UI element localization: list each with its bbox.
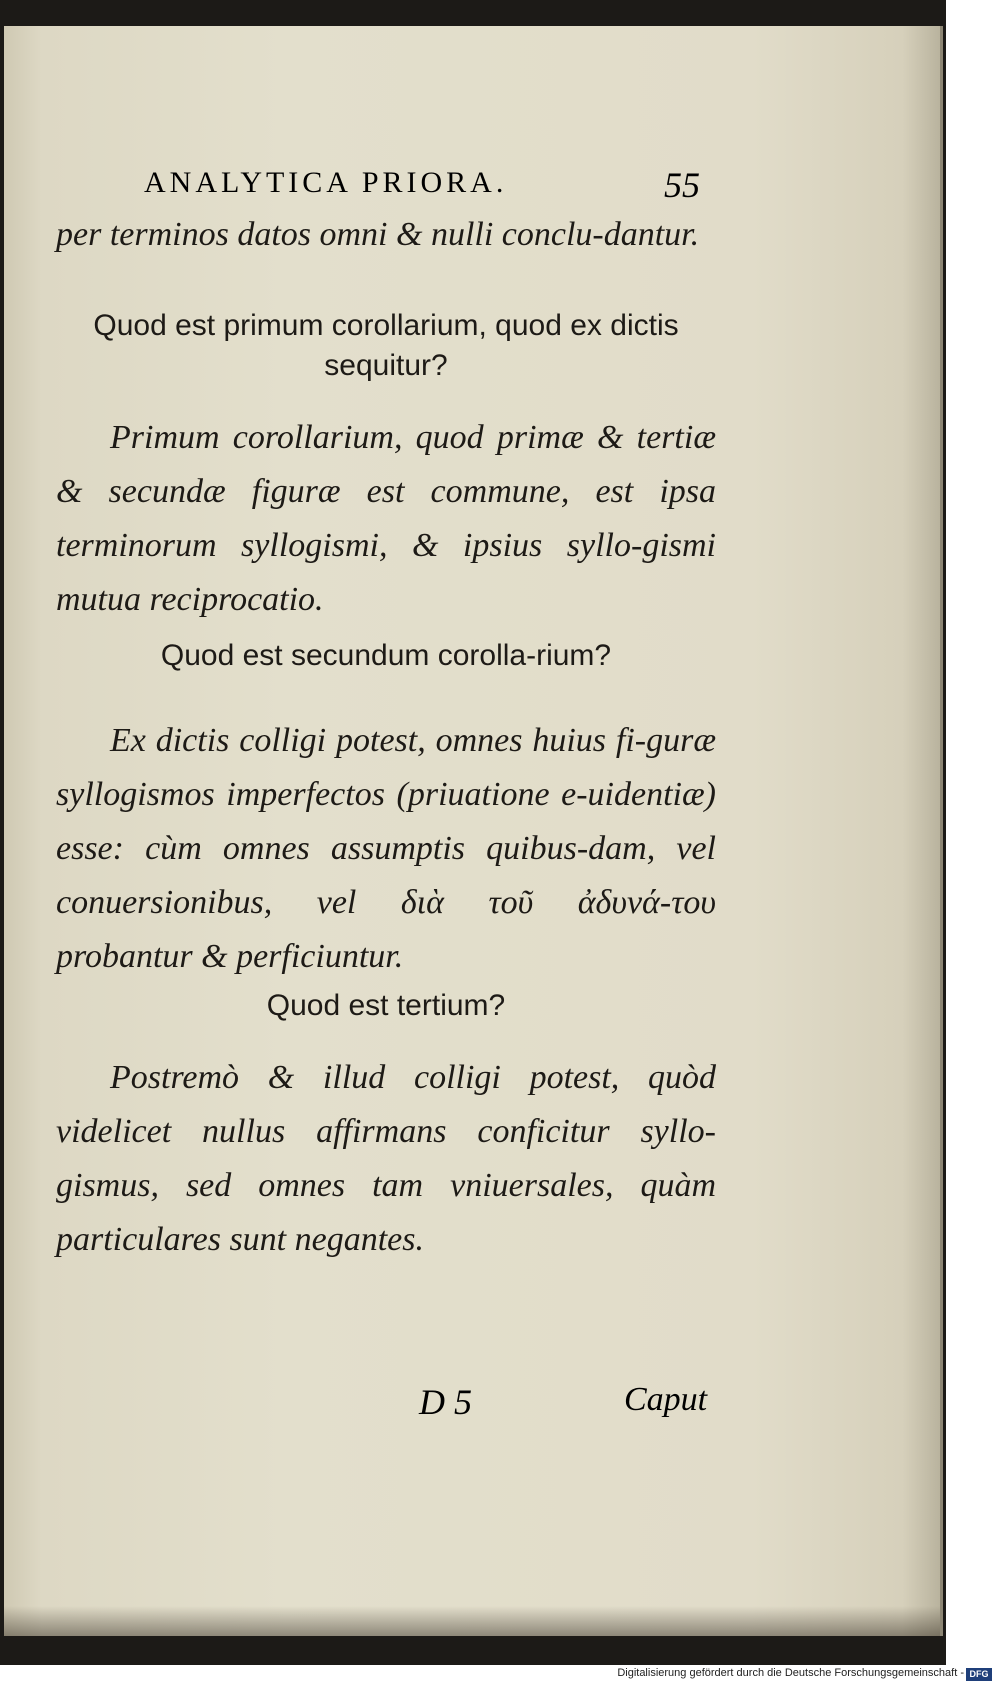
dfg-logo-icon: DFG: [966, 1668, 992, 1681]
heading-corollary-2: Quod est secundum corolla-rium?: [160, 639, 612, 672]
section-3: [56, 986, 716, 1026]
credit-text: Digitalisierung gefördert durch die Deutsche Forschungsgemeinschaft -: [617, 1667, 964, 1679]
section-1: [56, 306, 716, 386]
running-head: ANALYTICA PRIORA.: [144, 166, 508, 199]
heading-corollary-3: Quod est tertium?: [266, 989, 506, 1022]
paragraph-corollary-3: Postremò & illud colligi potest, quòd videlicet nullus affirmans conficitur syllo-gismus, sed omnes tam vniuersales, quàm particulares sunt negantes.: [56, 1059, 716, 1258]
heading-corollary-1: Quod est primum corollarium, quod ex dictis sequitur?: [93, 309, 679, 382]
paragraph-corollary-1: Primum corollarium, quod primæ & tertiæ & secundæ figuræ est commune, est ipsa terminorum syllogismi, & ipsius syllo-gismi mutua reciprocatio.: [56, 419, 716, 618]
signature-mark: D 5: [419, 1382, 472, 1422]
section-2-body: [56, 714, 716, 984]
paragraph-corollary-2: Ex dictis colligi potest, omnes huius fi-guræ syllogismos imperfectos (priuatione e-uidentiæ) esse: cùm omnes assumptis quibus-dam, vel conuersionibus, vel διὰ τοῦ ἀδυνά-του probantur & perficiuntur.: [56, 722, 716, 975]
book-page: [4, 26, 943, 1636]
catchword: Caput: [624, 1381, 708, 1418]
intro-lines: per terminos datos omni & nulli conclu-dantur.: [56, 216, 700, 253]
intro-text: [56, 208, 716, 262]
section-3-body: [56, 1051, 716, 1267]
section-1-body: [56, 411, 716, 627]
credit-bar: [0, 1665, 1000, 1685]
page-number: 55: [664, 165, 700, 205]
section-2: [56, 636, 716, 676]
